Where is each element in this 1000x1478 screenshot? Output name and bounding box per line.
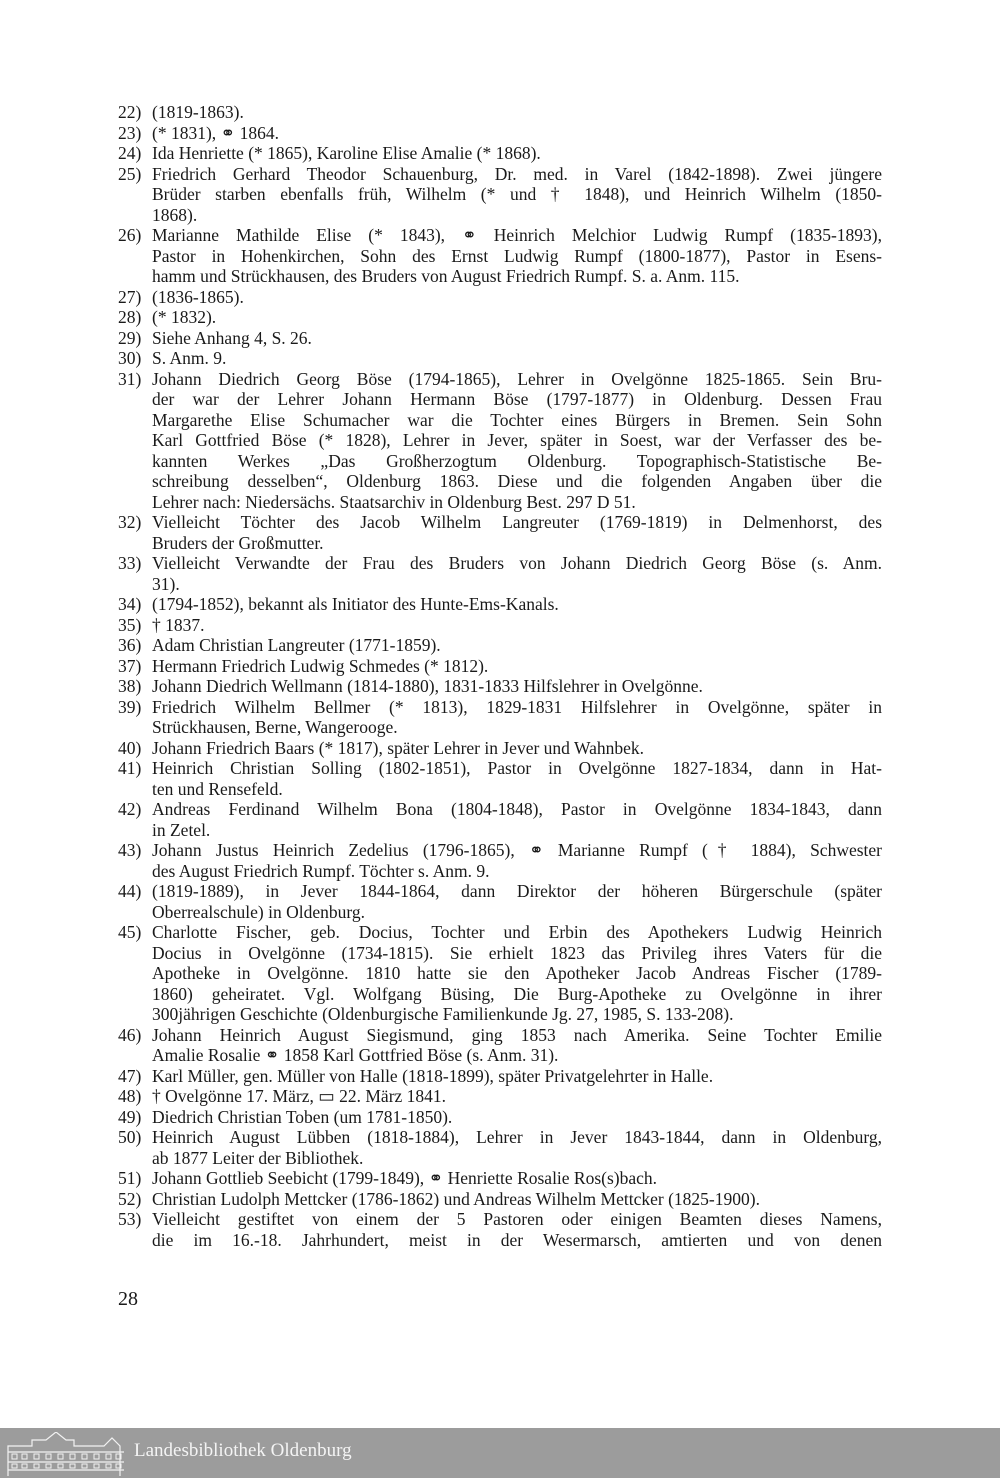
footnote — [118, 656, 882, 677]
footnote-text-line: Johann Diedrich Georg Böse (1794-1865), Lehrer in Ovelgönne 1825-1865. Sein Bru- — [152, 368, 882, 389]
footnote — [118, 1189, 882, 1210]
footnote-text-line: 1860) geheiratet. Vgl. Wolfgang Büsing, Die Burg-Apotheke zu Ovelgönne in ihrer — [152, 983, 882, 1004]
footnote-number: 23) — [118, 122, 142, 143]
footnote-number: 26) — [118, 225, 142, 245]
footnote — [118, 799, 882, 840]
footnote-number: 33) — [118, 553, 142, 573]
footnote — [118, 758, 882, 799]
footnote-number: 49) — [118, 1106, 142, 1127]
footnote-text-line: Friedrich Gerhard Theodor Schauenburg, Dr. med. in Varel (1842-1898). Zwei jüngere — [152, 163, 882, 184]
footnote-text-line: Strückhausen, Berne, Wangerooge. — [152, 717, 398, 737]
footnote — [118, 840, 882, 881]
footnote — [118, 1209, 882, 1250]
footnote-text-line: schreibung desselben“, Oldenburg 1863. Diese und die folgenden Angaben über die — [152, 471, 882, 491]
footnote — [118, 512, 882, 553]
footnote-text-line: Adam Christian Langreuter (1771-1859). — [152, 635, 441, 655]
footnote — [118, 369, 882, 513]
footnote-number: 35) — [118, 614, 142, 635]
footnote — [118, 225, 882, 287]
footnote — [118, 1025, 882, 1066]
footnote — [118, 594, 882, 615]
footnote — [118, 307, 882, 328]
footnote-number: 53) — [118, 1209, 142, 1229]
footnote-text-line: Johann Justus Heinrich Zedelius (1796-1865), ⚭ Marianne Rumpf († 1884), Schwester — [152, 840, 882, 860]
footnote-number: 31) — [118, 368, 142, 389]
footnote — [118, 102, 882, 123]
footnote-text-line: Vielleicht gestiftet von einem der 5 Pastoren oder einigen Beamten dieses Namens, — [152, 1209, 882, 1229]
footnote-text-line: Pastor in Hohenkirchen, Sohn des Ernst Ludwig Rumpf (1800-1877), Pastor in Esens- — [152, 245, 882, 266]
footnote — [118, 922, 882, 1025]
footnote — [118, 328, 882, 349]
footnote-text-line: 300jährigen Geschichte (Oldenburgische Familienkunde Jg. 27, 1985, S. 133-208). — [152, 1004, 734, 1024]
footnote-text-line: Vielleicht Töchter des Jacob Wilhelm Langreuter (1769-1819) in Delmenhorst, des — [152, 512, 882, 532]
footnote-text-line: Margarethe Elise Schumacher war die Tochter eines Bürgers in Bremen. Sein Sohn — [152, 409, 882, 430]
footnote-text-line: in Zetel. — [152, 819, 211, 840]
footnote — [118, 1107, 882, 1128]
footnote — [118, 1168, 882, 1189]
footnote-text-line: Christian Ludolph Mettcker (1786-1862) und Andreas Wilhelm Mettcker (1825-1900). — [152, 1188, 760, 1209]
footnote-text-line: Siehe Anhang 4, S. 26. — [152, 327, 312, 348]
footnote-text-line: Apotheke in Ovelgönne. 1810 hatte sie den Apotheker Jacob Andreas Fischer (1789- — [152, 963, 882, 983]
footnote — [118, 1086, 882, 1107]
footnote-text-line: 31). — [152, 573, 180, 594]
footnote-number: 39) — [118, 696, 142, 717]
footnote-text-line: Docius in Ovelgönne (1734-1815). Sie erhielt 1823 das Privileg ihres Vaters für die — [152, 942, 882, 963]
footnote-number: 43) — [118, 840, 142, 860]
footnote-number: 52) — [118, 1188, 142, 1209]
footnote-text-line: Heinrich August Lübben (1818-1884), Lehrer in Jever 1843-1844, dann in Oldenburg, — [152, 1127, 882, 1147]
library-footer-bar — [0, 1428, 1000, 1478]
footnote — [118, 615, 882, 636]
footnote-text-line: † Ovelgönne 17. März, ▭ 22. März 1841. — [152, 1086, 447, 1106]
page-number: 28 — [118, 1288, 138, 1310]
footnote — [118, 697, 882, 738]
footnote-number: 41) — [118, 758, 142, 778]
footnote-text-line: Friedrich Wilhelm Bellmer (* 1813), 1829-1831 Hilfslehrer in Ovelgönne, später in — [152, 696, 882, 717]
footnote-number: 25) — [118, 163, 142, 184]
footnote-text-line: Karl Müller, gen. Müller von Halle (1818-1899), später Privatgelehrter in Halle. — [152, 1065, 714, 1086]
footnote-number: 30) — [118, 348, 142, 368]
footnote-text-line: Charlotte Fischer, geb. Docius, Tochter und Erbin des Apothekers Ludwig Heinrich — [152, 922, 882, 942]
footnote-text-line: Oberrealschule) in Oldenburg. — [152, 901, 366, 922]
footnote-text-line: 1868). — [152, 204, 198, 225]
footnote — [118, 676, 882, 697]
footnote — [118, 1127, 882, 1168]
footnote — [118, 348, 882, 369]
footnote — [118, 635, 882, 656]
footnote-text-line: Johann Gottlieb Seebicht (1799-1849), ⚭ Henriette Rosalie Ros(s)bach. — [152, 1168, 658, 1188]
footnote-number: 45) — [118, 922, 142, 942]
footnote — [118, 123, 882, 144]
footnote-number: 46) — [118, 1024, 142, 1045]
footnote-text-line: Karl Gottfried Böse (* 1828), Lehrer in Jever, später in Soest, war der Verfasser des be- — [152, 430, 882, 450]
footnote-number: 36) — [118, 635, 142, 655]
footnote-text-line: ten und Rensefeld. — [152, 778, 283, 799]
footnote-text-line: Andreas Ferdinand Wilhelm Bona (1804-1848), Pastor in Ovelgönne 1834-1843, dann — [152, 799, 882, 819]
footnote-text-line: (1836-1865). — [152, 286, 244, 307]
footnote-text-line: (* 1831), ⚭ 1864. — [152, 122, 279, 143]
footnote — [118, 738, 882, 759]
library-name: Landesbibliothek Oldenburg — [134, 1440, 352, 1461]
footnote-text-line: S. Anm. 9. — [152, 348, 227, 368]
footnote-text-line: Johann Friedrich Baars (* 1817), später Lehrer in Jever und Wahnbek. — [152, 737, 645, 758]
footnote-text-line: (* 1832). — [152, 307, 217, 327]
footnote-text-line: Johann Heinrich August Siegismund, ging 1853 nach Amerika. Seine Tochter Emilie — [152, 1024, 882, 1045]
footnote-text-line: (1819-1863). — [152, 102, 244, 122]
footnote-text-line: die im 16.-18. Jahrhundert, meist in der Wesermarsch, amtierten und von denen — [152, 1229, 882, 1250]
footnote-number: 28) — [118, 307, 142, 327]
footnote-number: 27) — [118, 286, 142, 307]
footnote-number: 37) — [118, 655, 142, 676]
footnote-number: 48) — [118, 1086, 142, 1106]
footnote-text-line: Amalie Rosalie ⚭ 1858 Karl Gottfried Böse (s. Anm. 31). — [152, 1045, 559, 1065]
footnote-number: 24) — [118, 143, 142, 163]
footnote-text-line: Vielleicht Verwandte der Frau des Bruders von Johann Diedrich Georg Böse (s. Anm. — [152, 553, 882, 573]
footnote-number: 29) — [118, 327, 142, 348]
footnote-text-line: Marianne Mathilde Elise (* 1843), ⚭ Heinrich Melchior Ludwig Rumpf (1835-1893), — [152, 225, 882, 245]
footnote — [118, 164, 882, 226]
footnote — [118, 881, 882, 922]
footnote-text-line: † 1837. — [152, 614, 205, 635]
footnote-number: 50) — [118, 1127, 142, 1147]
footnote-number: 42) — [118, 799, 142, 819]
library-building-icon — [6, 1432, 126, 1476]
footnote-text-line: Heinrich Christian Solling (1802-1851), Pastor in Ovelgönne 1827-1834, dann in Hat- — [152, 758, 882, 778]
footnote-text-line: Ida Henriette (* 1865), Karoline Elise Amalie (* 1868). — [152, 143, 541, 163]
footnotes-list — [118, 102, 882, 1250]
footnote-text-line: des August Friedrich Rumpf. Töchter s. Anm. 9. — [152, 860, 490, 881]
footnote-number: 38) — [118, 676, 142, 696]
footnote-text-line: Lehrer nach: Niedersächs. Staatsarchiv in Oldenburg Best. 297 D 51. — [152, 491, 636, 512]
footnote — [118, 553, 882, 594]
footnote-number: 32) — [118, 512, 142, 532]
footnote-number: 44) — [118, 881, 142, 901]
footnote-text-line: Diedrich Christian Toben (um 1781-1850). — [152, 1106, 453, 1127]
footnote-text-line: kannten Werkes „Das Großherzogtum Oldenburg. Topographisch-Statistische Be- — [152, 450, 882, 471]
footnote-text-line: der war der Lehrer Johann Hermann Böse (1797-1877) in Oldenburg. Dessen Frau — [152, 389, 882, 409]
footnote-number: 22) — [118, 102, 142, 122]
footnote-number: 34) — [118, 594, 142, 614]
footnote-text-line: Johann Diedrich Wellmann (1814-1880), 1831-1833 Hilfslehrer in Ovelgönne. — [152, 676, 703, 696]
footnote-text-line: (1794-1852), bekannt als Initiator des Hunte-Ems-Kanals. — [152, 594, 559, 614]
footnote-number: 40) — [118, 737, 142, 758]
footnote-text-line: Bruders der Großmutter. — [152, 532, 324, 553]
footnote — [118, 287, 882, 308]
footnote-text-line: Hermann Friedrich Ludwig Schmedes (* 1812). — [152, 655, 489, 676]
footnote — [118, 1066, 882, 1087]
footnote-text-line: hamm und Strückhausen, des Bruders von August Friedrich Rumpf. S. a. Anm. 115. — [152, 266, 740, 286]
footnote-text-line: Brüder starben ebenfalls früh, Wilhelm (* und † 1848), und Heinrich Wilhelm (1850- — [152, 184, 882, 204]
footnote-number: 51) — [118, 1168, 142, 1188]
footnote-text-line: ab 1877 Leiter der Bibliothek. — [152, 1147, 364, 1168]
footnote-number: 47) — [118, 1065, 142, 1086]
footnote-text-line: (1819-1889), in Jever 1844-1864, dann Direktor der höheren Bürgerschule (später — [152, 881, 882, 901]
footnote — [118, 143, 882, 164]
